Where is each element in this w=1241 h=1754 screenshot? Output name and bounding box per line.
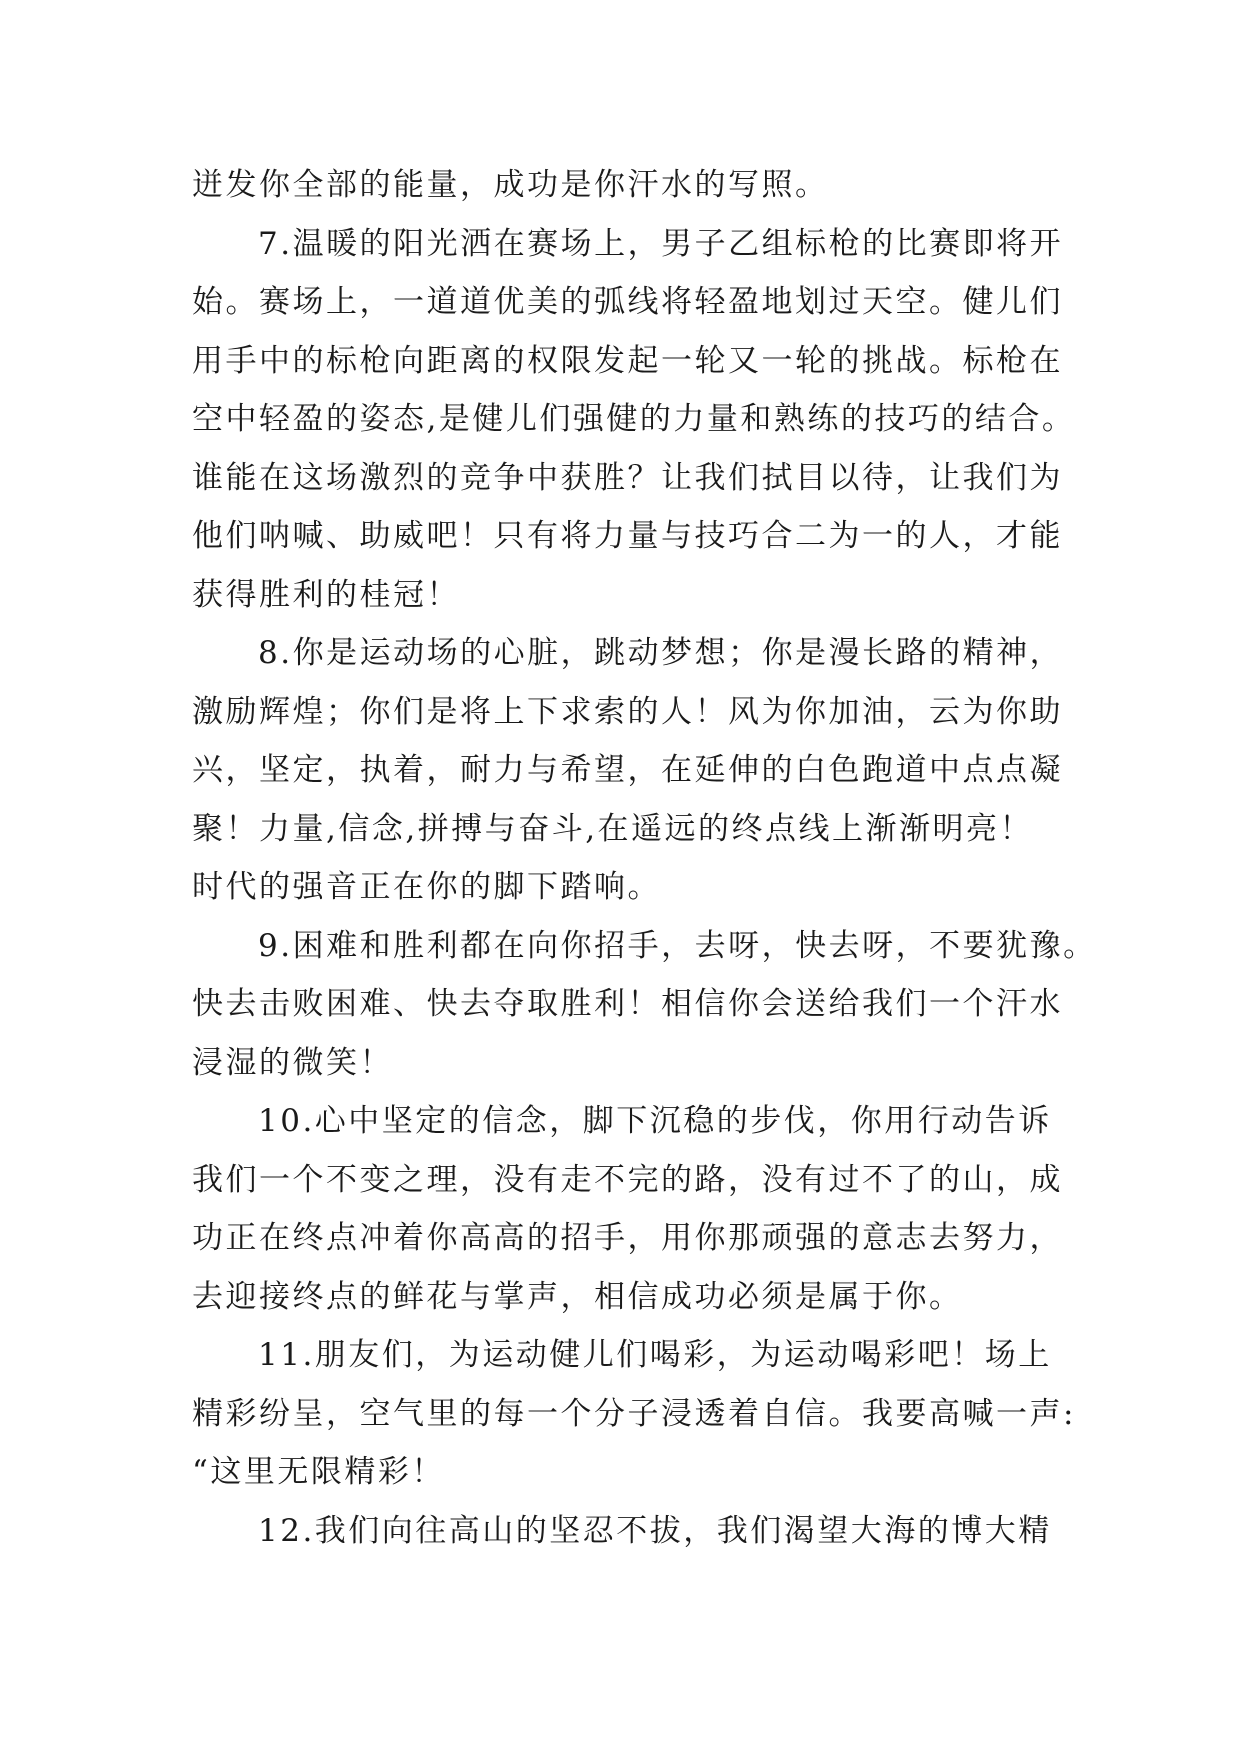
text-line: 激励辉煌；你们是将上下求索的人！风为你加油，云为你助 bbox=[192, 693, 1063, 730]
text-line: 我们一个不变之理，没有走不完的路，没有过不了的山，成 bbox=[192, 1161, 1063, 1198]
text-line: 聚！力量,信念,拼搏与奋斗,在遥远的终点线上渐渐明亮！ bbox=[192, 810, 1034, 847]
text-line: “这里无限精彩！ bbox=[192, 1454, 445, 1490]
text-line: 精彩纷呈，空气里的每一个分子浸透着自信。我要高喊一声: bbox=[192, 1395, 1076, 1432]
paragraph-first-line: 7.温暖的阳光洒在赛场上，男子乙组标枪的比赛即将开 bbox=[258, 225, 1064, 262]
text-line: 获得胜利的桂冠！ bbox=[192, 576, 460, 613]
text-line: 始。赛场上，一道道优美的弧线将轻盈地划过天空。健儿们 bbox=[192, 284, 1063, 320]
text-line: 迸发你全部的能量，成功是你汗水的写照。 bbox=[192, 167, 829, 203]
text-line: 去迎接终点的鲜花与掌声，相信成功必须是属于你。 bbox=[192, 1278, 963, 1315]
document-body bbox=[192, 156, 1097, 1560]
text-line: 时代的强音正在你的脚下踏响。 bbox=[192, 869, 661, 905]
text-line: 空中轻盈的姿态,是健儿们强健的力量和熟练的技巧的结合。 bbox=[192, 401, 1076, 437]
paragraph-first-line: 9.困难和胜利都在向你招手，去呀，快去呀，不要犹豫。 bbox=[258, 927, 1097, 964]
paragraph-first-line: 12.我们向往高山的坚忍不拔，我们渴望大海的博大精 bbox=[258, 1512, 1052, 1549]
text-line: 浸湿的微笑！ bbox=[192, 1044, 393, 1081]
text-line: 快去击败困难、快去夺取胜利！相信你会送给我们一个汗水 bbox=[192, 986, 1063, 1022]
paragraph-first-line: 8.你是运动场的心脏，跳动梦想；你是漫长路的精神， bbox=[258, 635, 1064, 671]
text-line: 功正在终点冲着你高高的招手，用你那顽强的意志去努力， bbox=[192, 1220, 1063, 1256]
paragraph-first-line: 11.朋友们，为运动健儿们喝彩，为运动喝彩吧！场上 bbox=[258, 1337, 1052, 1373]
text-line: 用手中的标枪向距离的权限发起一轮又一轮的挑战。标枪在 bbox=[192, 342, 1063, 379]
text-line: 他们呐喊、助威吧！只有将力量与技巧合二为一的人，才能 bbox=[192, 518, 1063, 554]
text-line: 兴，坚定，执着，耐力与希望，在延伸的白色跑道中点点凝 bbox=[192, 752, 1063, 788]
paragraph-first-line: 10.心中坚定的信念，脚下沉稳的步伐，你用行动告诉 bbox=[258, 1103, 1052, 1139]
text-line: 谁能在这场激烈的竞争中获胜？让我们拭目以待，让我们为 bbox=[192, 459, 1063, 496]
